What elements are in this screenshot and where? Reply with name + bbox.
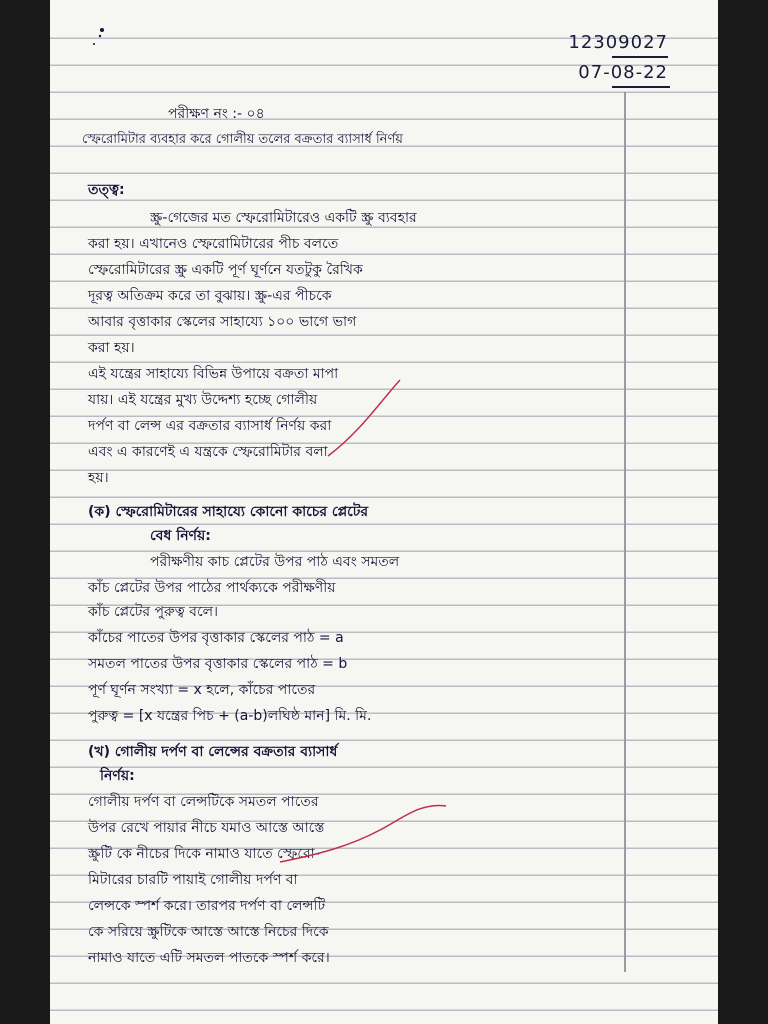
text-line: লেন্সকে স্পর্শ করে। তারপর দর্পণ বা লেন্সটি [88,898,326,914]
text-line: করা হয়। এখানেও স্ফেরোমিটারের পীচ বলতে [88,236,339,252]
text-line: কে সরিয়ে স্ক্রুটিকে আস্তে আস্তে নিচের দিকে [88,924,329,940]
text-line: দর্পণ বা লেন্স এর বক্রতার ব্যাসার্ধ নির্ণয় করা [88,418,332,434]
text-line: কাঁচের পাতের উপর বৃত্তাকার স্কেলের পাঠ = a [88,630,344,646]
id-underline [612,56,668,58]
part-a-heading: (ক) স্ফেরোমিটারের সাহায্যে কোনো কাচের প্লেটের [88,504,369,520]
text-line: আবার বৃত্তাকার স্কেলের সাহায্যে ১০০ ভাগে ভাগ [88,314,357,330]
date: 07-08-22 [578,62,668,83]
text-line: কাঁচ প্লেটের পুরুত্ব বলে। [88,604,219,620]
experiment-title: পরীক্ষণ নং :- ০৪ [168,106,265,122]
text-line: নামাও যাতে এটি সমতল পাতকে স্পর্শ করে। [88,950,330,966]
date-underline [612,86,670,88]
text-line: পূর্ণ ঘূর্ণন সংখ্যা = x হলে, কাঁচের পাতের [88,682,316,698]
text-line: পুরুত্ব = [x যন্ত্রের পিচ + (a-b)লঘিষ্ঠ মান] মি. মি. [88,708,372,724]
text-line: যায়। এই যন্ত্রের মুখ্য উদ্দেশ্য হচ্ছে গোলীয় [88,392,318,408]
text-line: স্ফেরোমিটারের স্ক্রু একটি পূর্ণ ঘূর্ণনে যতটুকু রৈখিক [88,262,363,278]
text-line: করা হয়। [88,340,135,356]
text-line: গোলীয় দর্পণ বা লেন্সটিকে সমতল পাতের [88,794,319,810]
part-b-heading-cont: নির্ণয়: [100,768,135,784]
text-line: এবং এ কারণেই এ যন্ত্রকে স্ফেরোমিটার বলা [88,444,328,460]
correction-mark-icon [270,800,460,870]
student-id: 12309027 [568,32,668,53]
text-line: মিটারের চারটি পায়াই গোলীয় দর্পণ বা [88,872,298,888]
part-b-heading: (খ) গোলীয় দর্পণ বা লেন্সের বক্রতার ব্যাসার্ধ [88,744,338,760]
text-line: পরীক্ষণীয় কাচ প্লেটের উপর পাঠ এবং সমতল [150,554,400,570]
text-line: স্ক্রু-গেজের মত স্ফেরোমিটারেও একটি স্ক্রু ব্যবহার [150,210,417,226]
text-line: স্ক্রুটি কে নীচের দিকে নামাও যাতে স্ফেরো- [88,846,320,862]
text-line: সমতল পাতের উপর বৃত্তাকার স্কেলের পাঠ = b [88,656,348,672]
text-line: এই যন্ত্রের সাহায্যে বিভিন্ন উপায়ে বক্রতা মাপা [88,366,339,382]
theory-heading: তত্ত্ব: [88,182,125,198]
experiment-subtitle: স্ফেরোমিটার ব্যবহার করে গোলীয় তলের বক্রতার ব্যাসার্ধ নির্ণয় [82,132,403,147]
text-line: হয়। [88,470,109,486]
text-line: কাঁচ প্লেটের উপর পাঠের পার্থক্যকে পরীক্ষণীয় [88,580,336,596]
correction-mark-icon [320,372,410,462]
text-line: উপর রেখে পায়ার নীচে যমাও আস্তে আস্তে [88,820,325,836]
ink-marks-icon [74,22,114,62]
text-line: দূরত্ব অতিক্রম করে তা বুঝায়। স্ক্রু-এর পীচকে [88,288,332,304]
part-a-heading-cont: বেধ নির্ণয়: [150,528,211,544]
margin-line [624,92,626,972]
